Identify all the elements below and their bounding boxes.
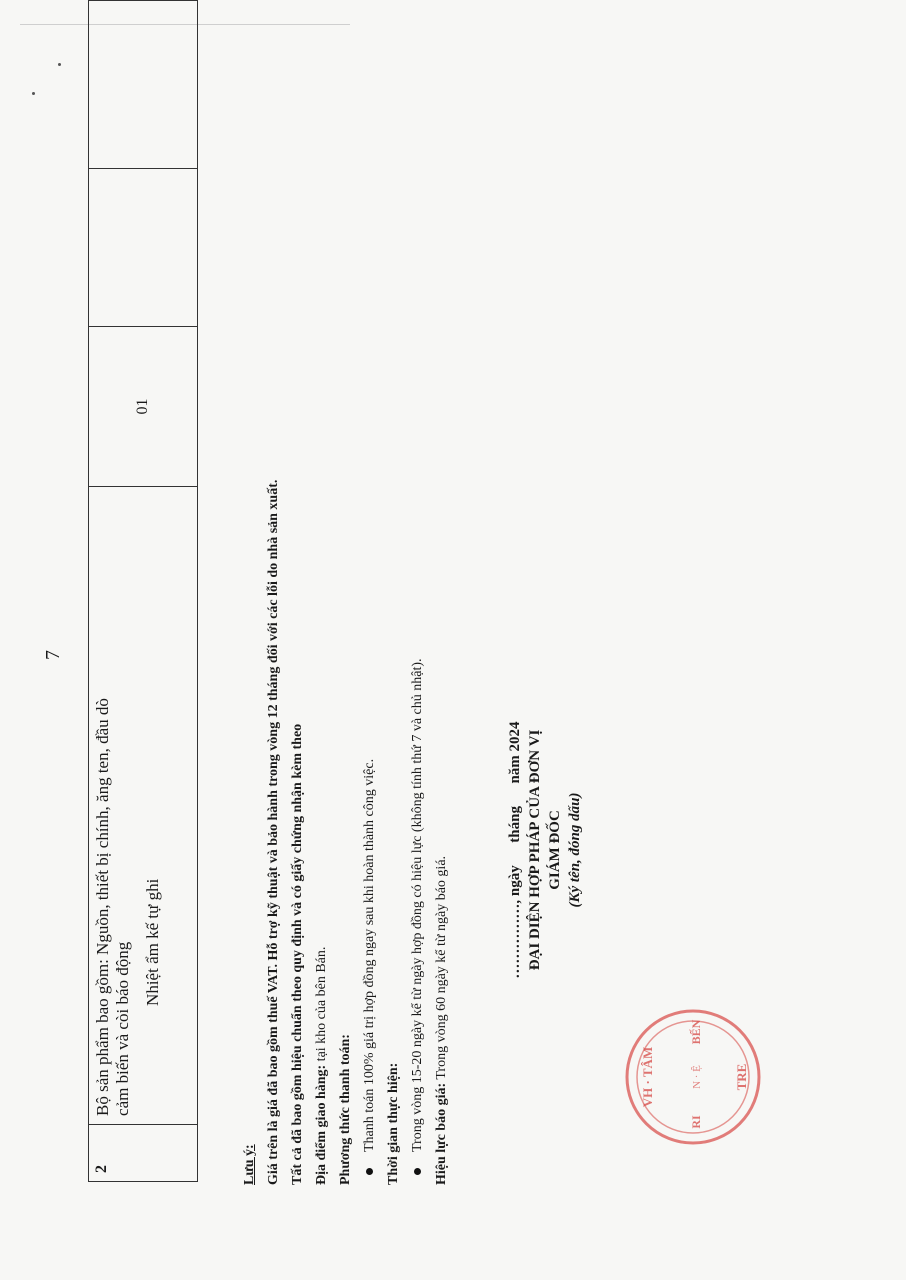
row-number: 2 [89,1124,198,1181]
company-stamp [618,1002,768,1152]
timeline-label: Thời gian thực hiện: [386,1062,401,1185]
quote-table [88,0,198,1182]
bullet-icon [414,1168,421,1175]
signature-representative: ĐẠI DIỆN HỢP PHÁP CỦA ĐƠN VỊ [527,729,543,971]
svg-text:TRE: TRE [734,1063,749,1091]
calibration-note: Tất cả đã bao gồm hiệu chuẩn theo quy định và có giấy chứng nhận kèm theo [290,723,305,1185]
price-note: Giá trên là giá đã bao gồm thuế VAT. Hỗ trợ kỹ thuật và bảo hành trong vòng 12 tháng đối với các lỗi do nhà sản xuất. [266,479,281,1185]
svg-text:VH · TÂM: VH · TÂM [640,1046,655,1108]
bullet-icon [366,1168,373,1175]
signature-block [505,700,585,1000]
signature-date-line: ……………, ngày tháng năm 2024 [507,721,523,979]
product-description-line-1: Bộ sản phẩm bao gồm: Nguồn, thiết bị chính, ăng ten, đầu dò [93,698,112,1116]
product-cell [89,486,198,1124]
unit-price-cell [89,168,198,326]
svg-text:N · Ệ: N · Ệ [691,1065,703,1089]
delivery-value: tại kho của bên Bán. [314,946,329,1065]
page-number: 7 [42,650,64,660]
validity-value: Trong vòng 60 ngày kể từ ngày báo giá. [434,855,449,1083]
svg-text:BẾN: BẾN [689,1019,703,1045]
payment-label: Phương thức thanh toán: [338,1034,353,1185]
product-description-line-2: cảm biến và còi báo động [113,941,132,1116]
validity-label: Hiệu lực báo giá: [434,1082,449,1185]
product-name: Nhiệt ẩm kế tự ghi [143,878,162,1006]
quantity-cell: 01 [89,327,198,486]
timeline-text: Trong vòng 15-20 ngày kể từ ngày hợp đồng có hiệu lực (không tính thứ 7 và chủ nhật). [410,658,425,1152]
svg-text:RI: RI [689,1115,703,1129]
notes-title: Lưu ý: [242,1144,257,1185]
signature-hint: (Ký tên, đóng dấu) [567,792,583,908]
notes-section [238,65,454,1185]
payment-item [358,65,382,1185]
delivery-row [310,65,334,1185]
timeline-item [406,65,430,1185]
total-price-cell [89,1,198,169]
delivery-label: Địa điểm giao hàng: [314,1064,329,1185]
signature-title: GIÁM ĐỐC [547,810,563,890]
payment-text: Thanh toán 100% giá trị hợp đồng ngay sau khi hoàn thành công việc. [362,758,377,1152]
validity-row [430,65,454,1185]
table-row [89,1,198,1182]
